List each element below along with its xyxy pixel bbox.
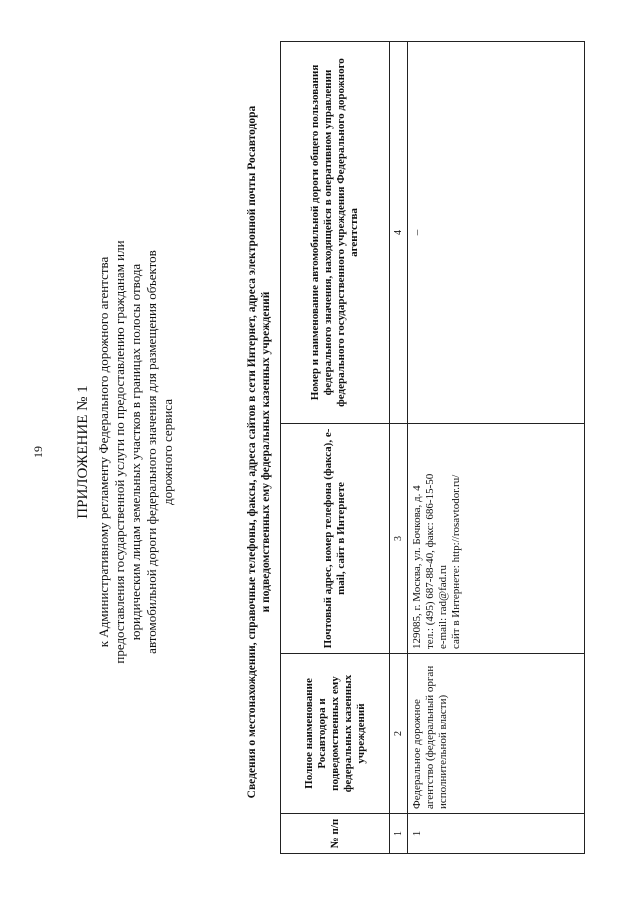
appendix-title: ПРИЛОЖЕНИЕ № 1 [75, 385, 91, 519]
address-line: 129085, г. Москва, ул. Бочкова, д. 4 [411, 485, 423, 649]
column-number: 2 [390, 654, 408, 814]
rotated-page [25, 22, 615, 882]
header-num: № п/п [281, 814, 390, 854]
caption-line: Сведения о местонахождении, справочные телефоны, факсы, адреса сайтов в сети Интернет, адреса электронной почты Росавтодора [246, 105, 258, 799]
agencies-table [280, 41, 585, 854]
row-num: 1 [408, 814, 585, 854]
table-header-row [281, 42, 390, 854]
phone-line: тел.: (495) 687-88-40, факс: 686-15-50 [424, 473, 436, 649]
row-road: – [408, 42, 585, 424]
column-number: 1 [390, 814, 408, 854]
table-row [408, 42, 585, 854]
appendix-line: юридическим лицам земельных участков в границах полосы отвода [128, 263, 143, 641]
column-number: 4 [390, 42, 408, 424]
email-line: e-mail: rad@fad.ru [437, 564, 449, 649]
appendix-line: к Административному регламенту Федерального дорожного агентства [96, 256, 111, 648]
appendix-line: автомобильной дороги федерального значения для размещения объектов [144, 250, 159, 654]
header-name: Полное наименование Росавтодора и подведомственных ему федеральных казенных учреждений [281, 654, 390, 814]
header-road: Номер и наименование автомобильной дороги общего пользования федерального значения, находящейся в оперативном управлении федерального государственного учреждения Федерального дорожного агентства [281, 42, 390, 424]
table-caption [245, 42, 273, 862]
page-number: 19 [31, 446, 45, 458]
appendix-line: предоставления государственной услуги по предоставлению гражданам или [112, 240, 127, 664]
column-number: 3 [390, 424, 408, 654]
caption-line: и подведомственных ему федеральных казенных учреждений [260, 291, 272, 613]
column-number-row [390, 42, 408, 854]
appendix-block [75, 22, 176, 882]
appendix-line: дорожного сервиса [160, 399, 175, 505]
row-name: Федеральное дорожное агентство (федеральный орган исполнительной власти) [408, 654, 585, 814]
header-address: Почтовый адрес, номер телефона (факса), e-mail, сайт в Интернете [281, 424, 390, 654]
website-line: сайт в Интернете: http://rosavtodor.ru/ [450, 474, 462, 649]
row-address [408, 424, 585, 654]
